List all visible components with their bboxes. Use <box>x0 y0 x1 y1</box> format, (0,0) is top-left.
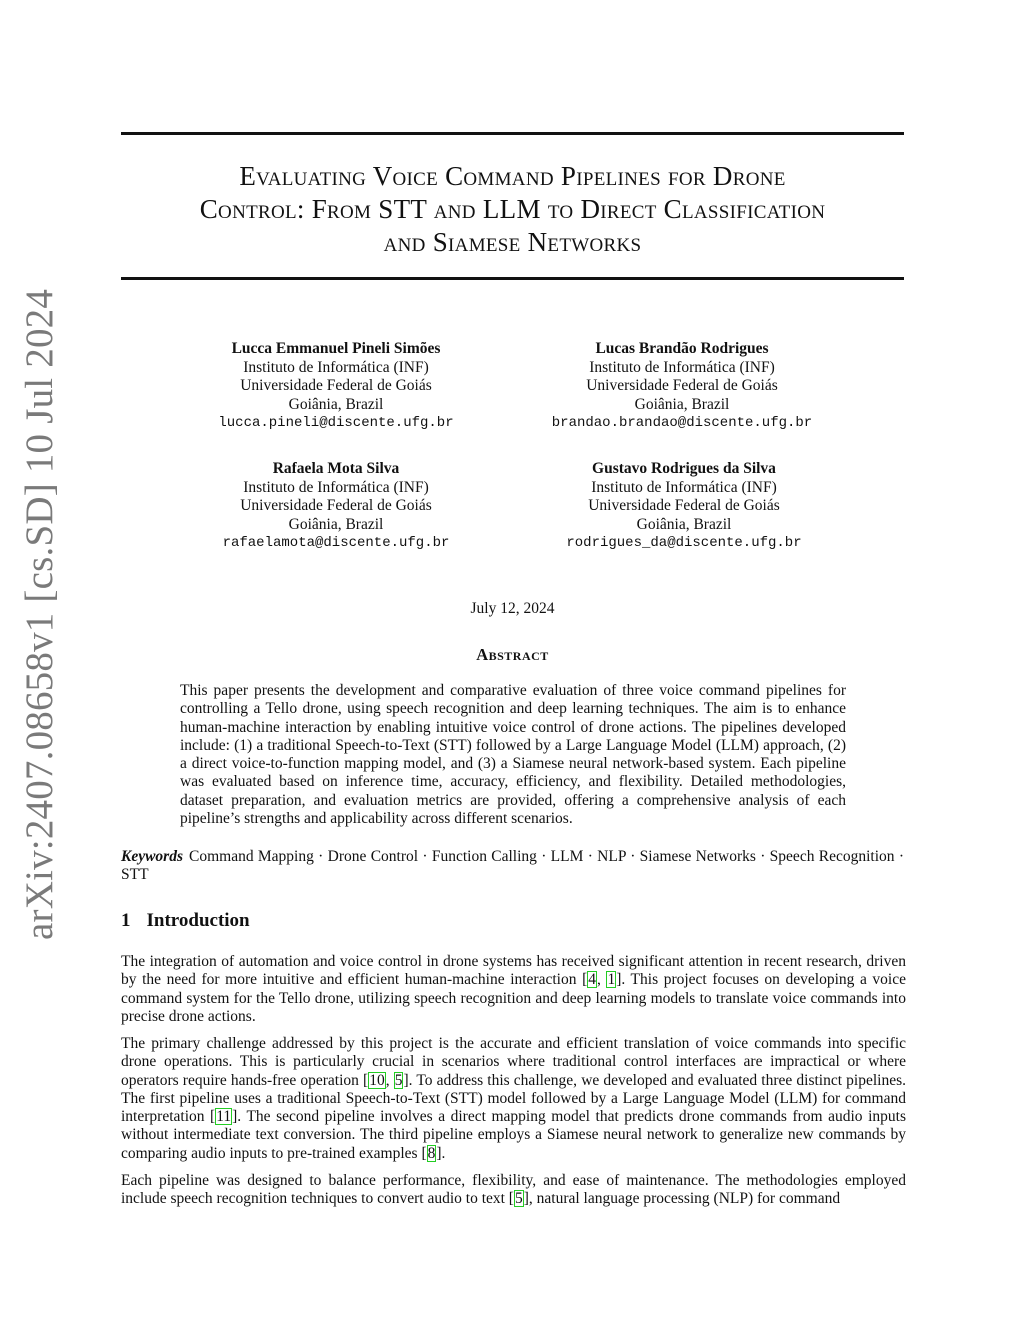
citation-link[interactable]: 11 <box>216 1108 232 1126</box>
author-location: Goiânia, Brazil <box>288 395 384 413</box>
paper-title <box>121 160 904 259</box>
paragraph-text: ]. <box>436 1144 446 1162</box>
intro-paragraph <box>121 1172 906 1209</box>
keywords-label: Keywords <box>121 848 183 865</box>
author-block <box>176 460 496 553</box>
title-line: and Siamese Networks <box>383 227 642 257</box>
author-name: Rafaela Mota Silva <box>272 460 400 477</box>
title-bottom-rule <box>121 277 904 280</box>
section-number: 1 <box>121 910 131 931</box>
author-location: Goiânia, Brazil <box>634 395 730 413</box>
paragraph-text: ]. The second pipeline involves a direct mapping model that predicts drone commands from audio inputs without intermediate text conversion. The third pipeline employs a Siamese neural network to generalize new commands by comparing audio inputs to pre-trained examples [ <box>121 1108 906 1162</box>
paragraph-text: ], natural language processing (NLP) for command <box>523 1190 841 1208</box>
citation-link[interactable]: 1 <box>607 971 616 989</box>
author-email[interactable]: rafaelamota@discente.ufg.br <box>222 535 450 551</box>
author-name: Gustavo Rodrigues da Silva <box>592 460 776 477</box>
citation-link[interactable]: 4 <box>588 971 596 989</box>
title-line: Control: From STT and LLM to Direct Classification <box>199 194 826 224</box>
abstract-text: This paper presents the development and comparative evaluation of three voice command pipelines for controlling a Tello drone, using speech recognition and deep learning techniques. The aim is to enhance human-machine interaction by enabling intuitive voice control of drone actions. The pipelines developed include: (1) a traditional Speech-to-Text (STT) followed by a Large Language Model (LLM) approach, (2) a direct voice-to-function mapping model, and (3) a Siamese neural network-based system. Each pipeline was evaluated based on inference time, accuracy, efficiency, and flexibility. Detailed methodologies, dataset preparation, and evaluation metrics are provided, offering a comprehensive analysis of each pipeline’s strengths and applicability across different scenarios. <box>180 682 846 828</box>
author-university: Universidade Federal de Goiás <box>588 497 780 514</box>
paragraph-text: Each pipeline was designed to balance performance, flexibility, and ease of maintenance. The methodologies employed include speech recognition techniques to convert audio to text [ <box>121 1172 906 1208</box>
title-line: Evaluating Voice Command Pipelines for Drone <box>239 161 786 191</box>
author-block <box>176 340 496 433</box>
intro-paragraph <box>121 1035 906 1163</box>
author-block <box>522 340 842 433</box>
paragraph-text: , <box>596 971 607 989</box>
author-university: Universidade Federal de Goiás <box>586 377 778 394</box>
author-university: Universidade Federal de Goiás <box>240 377 432 394</box>
section-heading <box>121 910 904 932</box>
arxiv-identifier-stamp: arXiv:2407.08658v1 [cs.SD] 10 Jul 2024 <box>18 288 61 940</box>
author-institute: Instituto de Informática (INF) <box>589 358 775 376</box>
citation-link[interactable]: 5 <box>394 1071 403 1089</box>
section-title: Introduction <box>146 910 250 931</box>
keywords <box>121 848 904 885</box>
author-location: Goiânia, Brazil <box>636 515 732 533</box>
citation-link[interactable]: 10 <box>369 1071 385 1089</box>
author-email[interactable]: rodrigues_da@discente.ufg.br <box>566 535 802 551</box>
paragraph-text: ]. This project focuses on developing a voice command system for the Tello drone, utilizing speech recognition and deep learning models to translate voice commands into precise drone actions. <box>121 971 907 1025</box>
paragraph-text: The primary challenge addressed by this project is the accurate and efficient translation of voice commands into specific drone operations. This is particularly crucial in scenarios where traditional control interfaces are impractical or where operators require hands-free operation [ <box>121 1035 906 1089</box>
author-name: Lucas Brandão Rodrigues <box>595 340 769 357</box>
author-university: Universidade Federal de Goiás <box>240 497 432 514</box>
intro-paragraph <box>121 953 906 1026</box>
author-location: Goiânia, Brazil <box>288 515 384 533</box>
author-institute: Instituto de Informática (INF) <box>591 478 777 496</box>
author-name: Lucca Emmanuel Pineli Simões <box>231 340 441 357</box>
author-institute: Instituto de Informática (INF) <box>243 478 429 496</box>
author-email[interactable]: brandao.brandao@discente.ufg.br <box>551 415 813 431</box>
title-top-rule <box>121 132 904 135</box>
author-email[interactable]: lucca.pineli@discente.ufg.br <box>218 415 454 431</box>
citation-link[interactable]: 8 <box>427 1144 436 1162</box>
author-block <box>524 460 844 553</box>
citation-link[interactable]: 5 <box>514 1190 523 1208</box>
paragraph-text: The integration of automation and voice control in drone systems has received significant attention in recent research, driven by the need for more intuitive and efficient human-machine interaction [ <box>121 953 906 989</box>
paragraph-text: ]. To address this challenge, we developed and evaluated three distinct pipelines. The first pipeline uses a traditional Speech-to-Text (STT) model followed by a Large Language Model (LLM) for command interpretation [ <box>121 1071 906 1126</box>
keywords-list: Command Mapping · Drone Control · Function Calling · LLM · NLP · Siamese Networks · Speech Recognition · STT <box>121 848 904 884</box>
paragraph-text: , <box>385 1071 394 1089</box>
abstract-heading: Abstract <box>476 645 549 664</box>
paper-date: July 12, 2024 <box>470 600 555 617</box>
author-institute: Instituto de Informática (INF) <box>243 358 429 376</box>
